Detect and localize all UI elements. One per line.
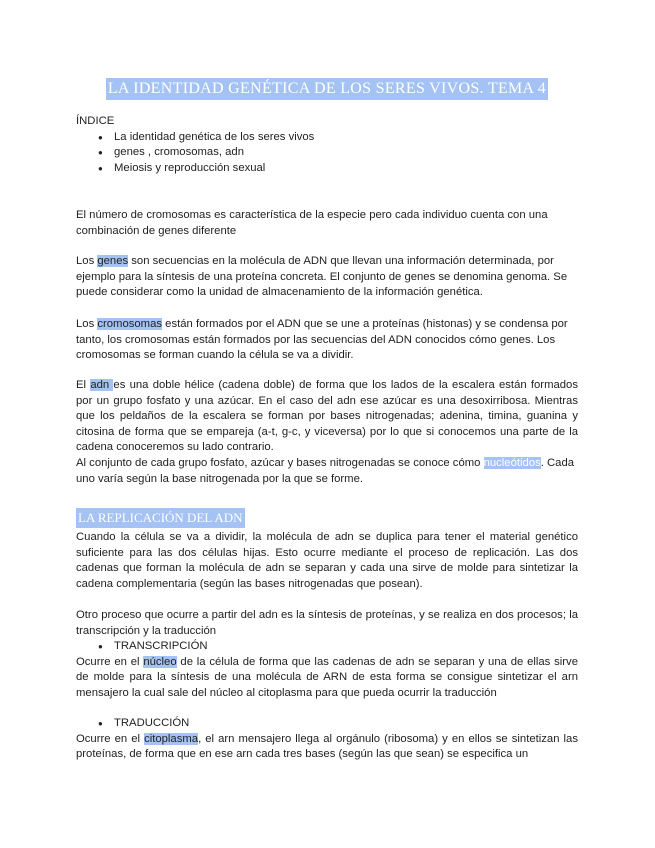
text-span: son secuencias en la molécula de ADN que llevan una información determinada, por ejemplo para la síntesis de una proteína concreta. El conjunto de genes se denomina genoma. Se puede considerar como la unidad de almacenamiento de la información genética. — [76, 255, 568, 299]
text-span: Ocurre en el — [76, 732, 145, 745]
text-span: es una doble hélice (cadena doble) de forma que los lados de la escalera están formados por un grupo fosfato y una azúcar. En el caso del adn ese azúcar es una desoxirribosa. Mientras que los peldaños de la escalera se forman por bases nitrogenadas; adenina, timina, guanina y citosina de forma que se empareja (a-t, g-c, y viceversa) por lo que si conocemos una parte de la cadena conoceremos su lado contrario. — [76, 379, 578, 454]
index-item: ● Meiosis y reproducción sexual — [76, 161, 578, 177]
title-container — [76, 78, 578, 100]
text-span: Los — [76, 255, 98, 267]
transcripcion-section — [76, 639, 578, 701]
index-heading: ÍNDICE — [76, 115, 115, 127]
text-span: Los — [76, 318, 98, 330]
text-span: están formados por el ADN que se une a proteínas (histonas) y se condensa por tanto, los cromosomas están formados por las secuencias del ADN conocidos cómo genes. Los cromosomas se forman cuando la célula se va a dividir. — [76, 318, 568, 362]
index-section — [76, 114, 578, 176]
paragraph-sintesis-proteinas: Otro proceso que ocurre a partir del adn es la síntesis de proteínas, y se realiza en dos procesos; la transcripción y la traducción — [76, 609, 578, 637]
paragraph-genes — [76, 254, 578, 301]
bullet-traduccion: ● TRADUCCIÓN — [76, 716, 578, 732]
text-span: El — [76, 379, 91, 391]
paragraph-cromosomas — [76, 317, 578, 364]
paragraph-nucleotidos — [76, 456, 578, 487]
paragraph-replicacion: Cuando la célula se va a dividir, la molécula de adn se duplica para tener el material genético suficiente para las dos células hijas. Esto ocurre mediante el proceso de replicación. Las dos cadenas que forman la molécula de adn se separan y cada una sirve de molde para sintetizar la cadena complementaria (según las bases nitrogenadas que posean). — [76, 531, 578, 590]
index-item: ● La identidad genética de los seres vivos — [76, 130, 578, 146]
paragraph-transcripcion — [76, 655, 578, 702]
highlight-citoplasma: citoplasma — [144, 732, 199, 745]
index-list — [76, 130, 578, 177]
text-span: , el arn mensajero llega al orgánulo (ribosoma) y en ellos se sintetizan las proteínas, de forma que en ese arn cada tres bases (según las que sean) se especifica un — [76, 732, 578, 761]
section-heading-replicacion: LA REPLICACIÓN DEL ADN — [76, 508, 245, 528]
traduccion-section — [76, 716, 578, 763]
highlight-genes: genes — [97, 255, 129, 267]
paragraph-chromosome-number: El número de cromosomas es característica de la especie pero cada individuo cuenta con una combinación de genes diferente — [76, 209, 548, 237]
text-span: Al conjunto de cada grupo fosfato, azúcar y bases nitrogenadas se conoce cómo — [76, 457, 484, 469]
highlight-adn: adn — [90, 379, 114, 391]
document-title: LA IDENTIDAD GENÉTICA DE LOS SERES VIVOS. TEMA 4 — [106, 78, 548, 100]
paragraph-adn — [76, 378, 578, 456]
highlight-cromosomas: cromosomas — [97, 318, 163, 330]
highlight-nucleotidos: nucleótidos — [483, 457, 541, 469]
text-span: Ocurre en el — [76, 655, 144, 668]
text-span: . Cada uno varía según la base nitrogenada por la que se forme. — [76, 457, 575, 485]
text-span: de la célula de forma que las cadenas de adn se separan y una de ellas sirve de molde para la síntesis de una molécula de ARN de esta forma se consigue sintetizar el arn mensajero la cual sale del núcleo al citoplasma para que pueda ocurrir la traducción — [76, 655, 578, 699]
bullet-transcripcion: ● TRANSCRIPCIÓN — [76, 639, 578, 655]
index-item: ● genes , cromosomas, adn — [76, 145, 578, 161]
paragraph-traduccion — [76, 732, 578, 763]
highlight-nucleo: núcleo — [143, 655, 177, 668]
